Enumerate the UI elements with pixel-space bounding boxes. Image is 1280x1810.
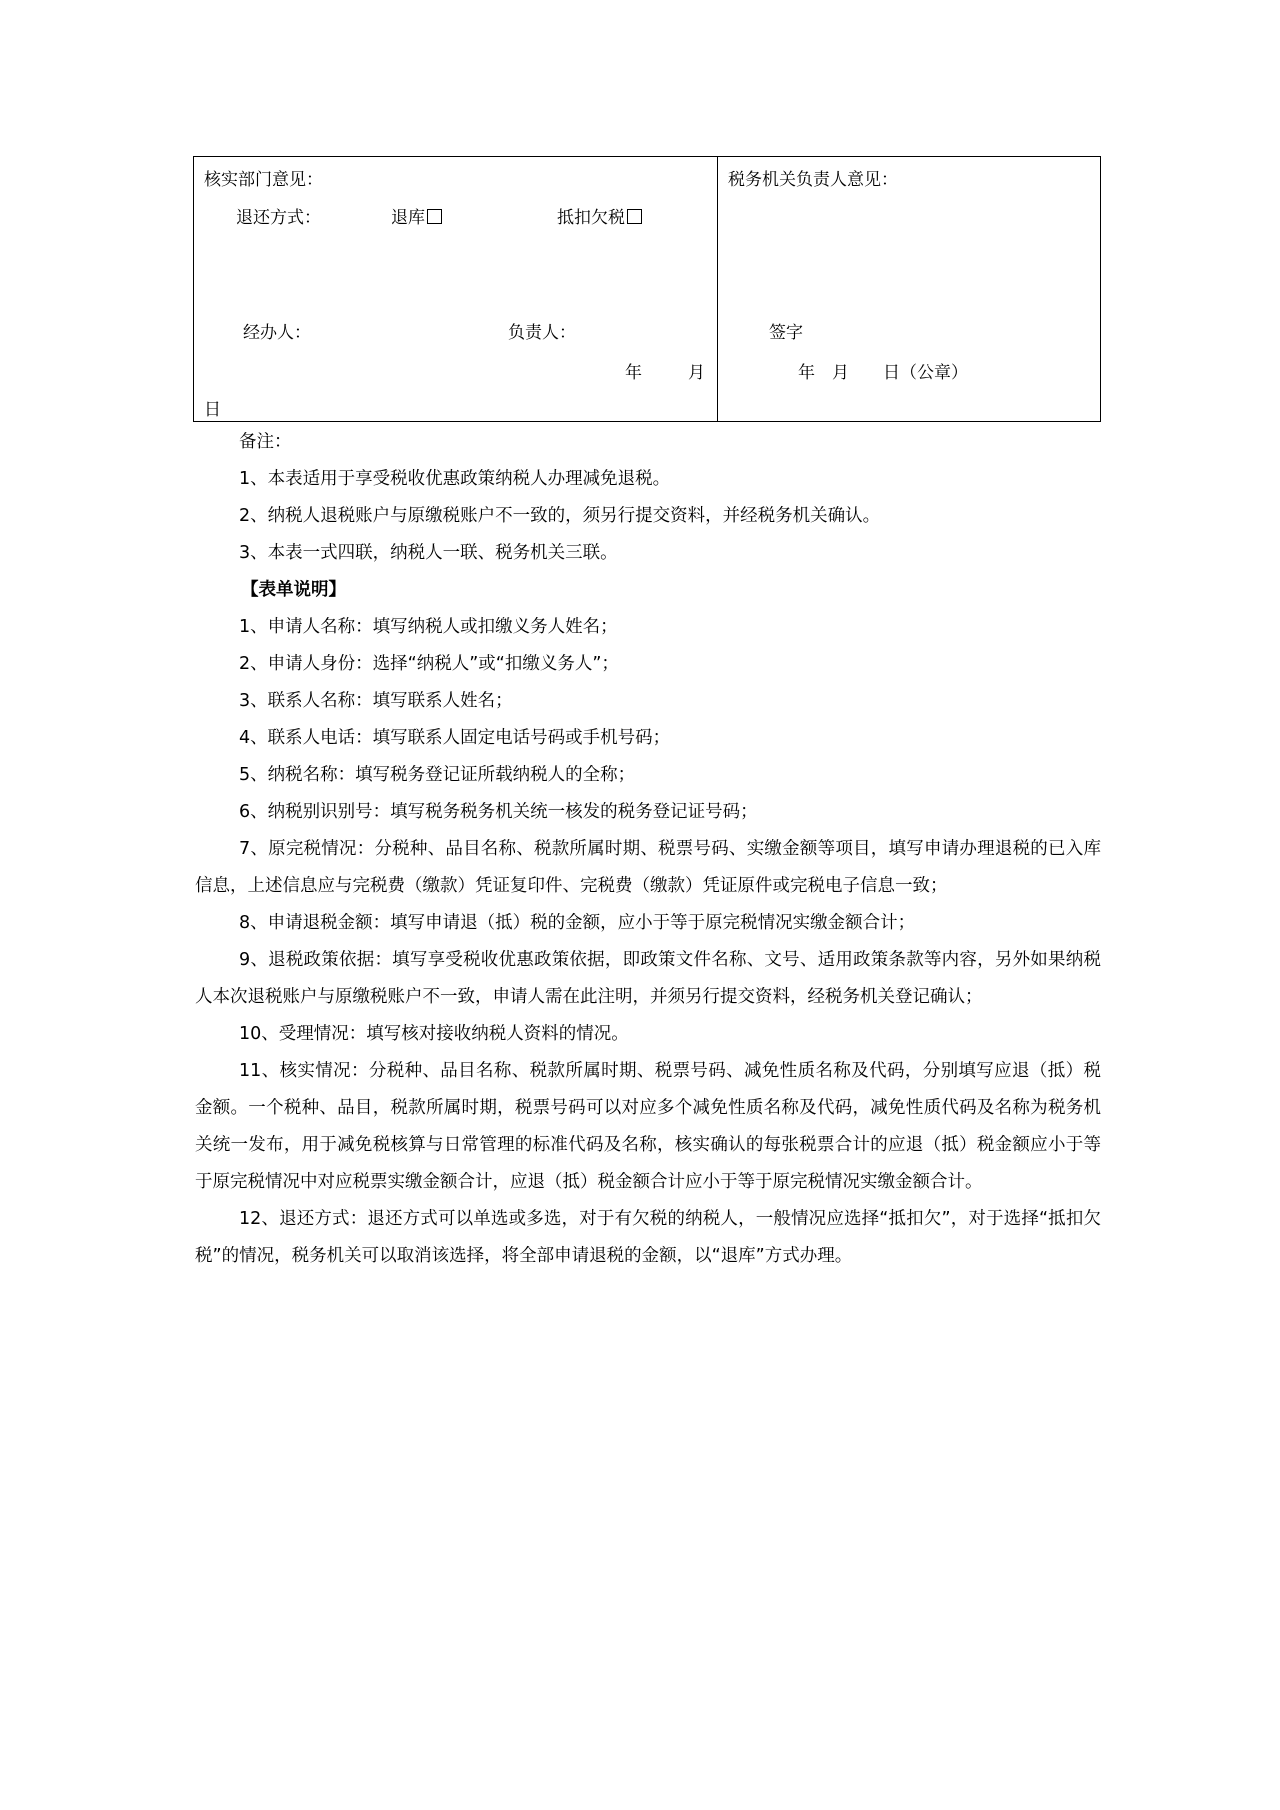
instruction-item: 9、退税政策依据：填写享受税收优惠政策依据，即政策文件名称、文号、适用政策条款等内容，另外如果纳税人本次退税账户与原缴税账户不一致，申请人需在此注明，并须另行提交资料，经税务机关登记确认； (195, 950, 1101, 1007)
instruction-item: 7、原完税情况：分税种、品目名称、税款所属时期、税票号码、实缴金额等项目，填写申请办理退税的已入库信息，上述信息应与完税费（缴款）凭证复印件、完税费（缴款）凭证原件或完税电子信息一致； (195, 839, 1101, 896)
refund-method-label: 退还方式： (236, 208, 321, 228)
instruction-item: 10、受理情况：填写核对接收纳税人资料的情况。 (239, 1024, 629, 1044)
instructions-heading: 【表单说明】 (241, 580, 346, 600)
verification-dept-cell (194, 157, 718, 421)
responsible-label: 负责人： (508, 323, 576, 343)
sign-label: 签字 (769, 323, 803, 343)
tax-authority-title: 税务机关负责人意见： (728, 170, 898, 190)
option-offset-label: 抵扣欠税 (557, 208, 625, 228)
option-treasury-label: 退库 (391, 208, 425, 228)
instruction-item: 6、纳税别识别号：填写税务税务机关统一核发的税务登记证号码； (239, 802, 758, 822)
instruction-item: 3、联系人名称：填写联系人姓名； (239, 691, 513, 711)
handler-label: 经办人： (243, 323, 311, 343)
note-item: 3、本表一式四联，纳税人一联、税务机关三联。 (239, 543, 618, 563)
checkbox-offset[interactable] (627, 209, 642, 224)
option-offset[interactable] (557, 207, 642, 229)
date-seal-line: 年 月 日（公章） (798, 363, 968, 383)
notes-heading: 备注： (239, 432, 292, 452)
instruction-item: 4、联系人电话：填写联系人固定电话号码或手机号码； (239, 728, 671, 748)
checkbox-treasury[interactable] (427, 209, 442, 224)
month-label: 月 (688, 363, 705, 383)
approval-table (193, 156, 1101, 422)
tax-authority-cell (718, 157, 1100, 421)
notes-section (195, 424, 1101, 1275)
year-label: 年 (625, 363, 642, 383)
day-label: 日 (204, 400, 221, 420)
instruction-item: 12、退还方式：退还方式可以单选或多选，对于有欠税的纳税人，一般情况应选择“抵扣欠”，对于选择“抵扣欠税”的情况，税务机关可以取消该选择，将全部申请退税的金额，以“退库”方式办理。 (195, 1209, 1101, 1266)
note-item: 1、本表适用于享受税收优惠政策纳税人办理减免退税。 (239, 469, 671, 489)
instruction-item: 8、申请退税金额：填写申请退（抵）税的金额，应小于等于原完税情况实缴金额合计； (239, 913, 916, 933)
verification-dept-title: 核实部门意见： (204, 170, 323, 190)
instruction-item: 2、申请人身份：选择“纳税人”或“扣缴义务人”； (239, 654, 619, 674)
instruction-item: 11、核实情况：分税种、品目名称、税款所属时期、税票号码、减免性质名称及代码，分别填写应退（抵）税金额。一个税种、品目，税款所属时期，税票号码可以对应多个减免性质名称及代码，减免性质代码及名称为税务机关统一发布，用于减免税核算与日常管理的标准代码及名称，核实确认的每张税票合计的应退（抵）税金额应小于等于原完税情况中对应税票实缴金额合计，应退（抵）税金额合计应小于等于原完税情况实缴金额合计。 (195, 1061, 1101, 1192)
instruction-item: 5、纳税名称：填写税务登记证所载纳税人的全称； (239, 765, 636, 785)
instruction-item: 1、申请人名称：填写纳税人或扣缴义务人姓名； (239, 617, 618, 637)
note-item: 2、纳税人退税账户与原缴税账户不一致的，须另行提交资料，并经税务机关确认。 (239, 506, 881, 526)
option-treasury[interactable] (391, 207, 442, 229)
